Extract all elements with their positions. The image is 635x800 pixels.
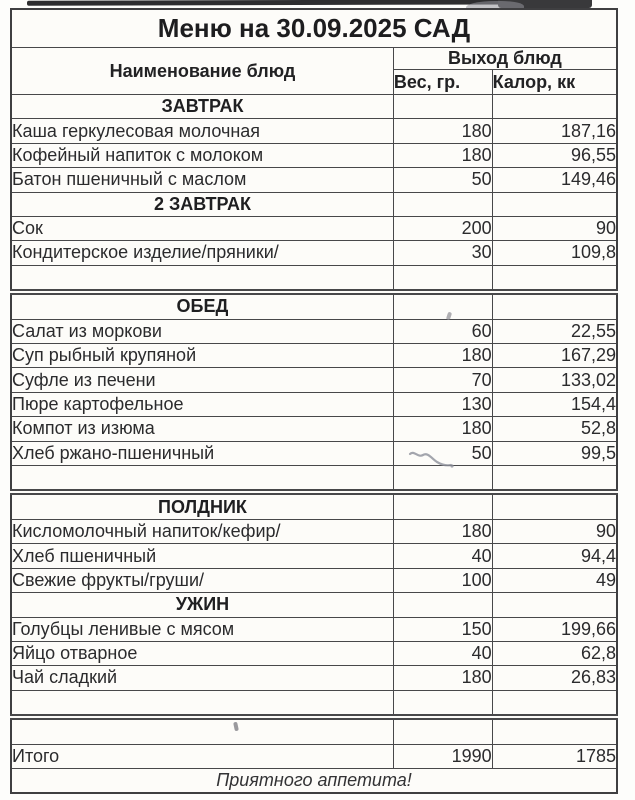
calories-cell: 109,8 xyxy=(492,241,617,265)
weight-cell xyxy=(393,192,492,216)
calories-cell xyxy=(492,717,617,744)
weight-cell: 180 xyxy=(393,666,492,690)
column-header-name: Наименование блюд xyxy=(11,48,393,95)
weight-cell xyxy=(393,292,492,319)
weight-cell: 180 xyxy=(393,417,492,441)
menu-item-row xyxy=(11,241,617,265)
dish-name-cell: Каша геркулесовая молочная xyxy=(11,119,393,143)
empty-row xyxy=(11,265,617,292)
menu-item-row xyxy=(11,119,617,143)
weight-cell: 180 xyxy=(393,143,492,167)
weight-cell xyxy=(393,717,492,744)
menu-item-row xyxy=(11,441,617,465)
section-row xyxy=(11,492,617,519)
dish-name-cell xyxy=(11,465,393,492)
column-header-calories: Калор, кк xyxy=(492,70,617,95)
menu-item-row xyxy=(11,666,617,690)
weight-cell: 150 xyxy=(393,617,492,641)
weight-cell: 40 xyxy=(393,641,492,665)
calories-cell: 52,8 xyxy=(492,417,617,441)
weight-cell: 30 xyxy=(393,241,492,265)
calories-cell: 149,46 xyxy=(492,168,617,192)
section-label: ЗАВТРАК xyxy=(11,95,393,119)
dish-name-cell: Хлеб ржано-пшеничный xyxy=(11,441,393,465)
calories-cell: 49 xyxy=(492,568,617,592)
calories-cell: 99,5 xyxy=(492,441,617,465)
calories-cell xyxy=(492,465,617,492)
calories-cell: 22,55 xyxy=(492,319,617,343)
section-row xyxy=(11,95,617,119)
section-row xyxy=(11,593,617,617)
section-label: 2 ЗАВТРАК xyxy=(11,192,393,216)
menu-item-row xyxy=(11,641,617,665)
section-label: УЖИН xyxy=(11,593,393,617)
dish-name-cell xyxy=(11,690,393,717)
menu-item-row xyxy=(11,143,617,167)
dish-name-cell: Батон пшеничный с маслом xyxy=(11,168,393,192)
title-row xyxy=(11,9,617,48)
dish-name-cell xyxy=(11,717,393,744)
weight-cell xyxy=(393,95,492,119)
dish-name-cell: Яйцо отварное xyxy=(11,641,393,665)
calories-cell xyxy=(492,192,617,216)
dish-name-cell: Хлеб пшеничный xyxy=(11,544,393,568)
weight-cell xyxy=(393,593,492,617)
weight-cell: 130 xyxy=(393,392,492,416)
total-calories: 1785 xyxy=(492,745,617,769)
calories-cell: 90 xyxy=(492,216,617,240)
section-row xyxy=(11,192,617,216)
calories-cell: 199,66 xyxy=(492,617,617,641)
dish-name-cell: Чай сладкий xyxy=(11,666,393,690)
calories-cell: 26,83 xyxy=(492,666,617,690)
menu-item-row xyxy=(11,520,617,544)
weight-cell: 180 xyxy=(393,520,492,544)
weight-cell: 50 xyxy=(393,168,492,192)
section-label: ОБЕД xyxy=(11,292,393,319)
menu-item-row xyxy=(11,319,617,343)
dish-name-cell: Суп рыбный крупяной xyxy=(11,344,393,368)
empty-row xyxy=(11,717,617,744)
section-label: ПОЛДНИК xyxy=(11,492,393,519)
menu-item-row xyxy=(11,216,617,240)
dish-name-cell: Свежие фрукты/груши/ xyxy=(11,568,393,592)
weight-cell xyxy=(393,265,492,292)
calories-cell: 96,55 xyxy=(492,143,617,167)
menu-table xyxy=(10,8,618,794)
menu-item-row xyxy=(11,417,617,441)
total-weight: 1990 xyxy=(393,745,492,769)
section-row xyxy=(11,292,617,319)
menu-item-row xyxy=(11,544,617,568)
menu-item-row xyxy=(11,368,617,392)
column-header-weight: Вес, гр. xyxy=(393,70,492,95)
scan-pen-squiggle-artifact xyxy=(406,447,458,471)
calories-cell: 94,4 xyxy=(492,544,617,568)
dish-name-cell xyxy=(11,265,393,292)
weight-cell: 40 xyxy=(393,544,492,568)
weight-cell: 100 xyxy=(393,568,492,592)
dish-name-cell: Кисломолочный напиток/кефир/ xyxy=(11,520,393,544)
dish-name-cell: Кондитерское изделие/пряники/ xyxy=(11,241,393,265)
footer-row xyxy=(11,769,617,794)
menu-item-row xyxy=(11,392,617,416)
weight-cell: 60 xyxy=(393,319,492,343)
total-label: Итого xyxy=(11,745,393,769)
calories-cell xyxy=(492,690,617,717)
dish-name-cell: Суфле из печени xyxy=(11,368,393,392)
empty-row xyxy=(11,465,617,492)
calories-cell xyxy=(492,265,617,292)
calories-cell: 62,8 xyxy=(492,641,617,665)
menu-item-row xyxy=(11,344,617,368)
page-title: Меню на 30.09.2025 САД xyxy=(11,9,617,48)
weight-cell xyxy=(393,492,492,519)
menu-item-row xyxy=(11,617,617,641)
calories-cell: 90 xyxy=(492,520,617,544)
dish-name-cell: Кофейный напиток с молоком xyxy=(11,143,393,167)
dish-name-cell: Пюре картофельное xyxy=(11,392,393,416)
empty-row xyxy=(11,690,617,717)
header-row-top xyxy=(11,48,617,70)
footer-message: Приятного аппетита! xyxy=(11,769,617,794)
total-row xyxy=(11,745,617,769)
dish-name-cell: Сок xyxy=(11,216,393,240)
dish-name-cell: Голубцы ленивые с мясом xyxy=(11,617,393,641)
dish-name-cell: Компот из изюма xyxy=(11,417,393,441)
dish-name-cell: Салат из моркови xyxy=(11,319,393,343)
weight-cell: 50 xyxy=(393,441,492,465)
calories-cell xyxy=(492,95,617,119)
calories-cell: 133,02 xyxy=(492,368,617,392)
weight-cell: 180 xyxy=(393,344,492,368)
menu-item-row xyxy=(11,168,617,192)
weight-cell: 70 xyxy=(393,368,492,392)
column-header-output-group: Выход блюд xyxy=(393,48,617,70)
calories-cell: 187,16 xyxy=(492,119,617,143)
menu-table-body xyxy=(11,95,617,745)
weight-cell: 180 xyxy=(393,119,492,143)
calories-cell xyxy=(492,292,617,319)
weight-cell xyxy=(393,690,492,717)
calories-cell: 167,29 xyxy=(492,344,617,368)
calories-cell xyxy=(492,593,617,617)
weight-cell: 200 xyxy=(393,216,492,240)
calories-cell xyxy=(492,492,617,519)
calories-cell: 154,4 xyxy=(492,392,617,416)
menu-item-row xyxy=(11,568,617,592)
